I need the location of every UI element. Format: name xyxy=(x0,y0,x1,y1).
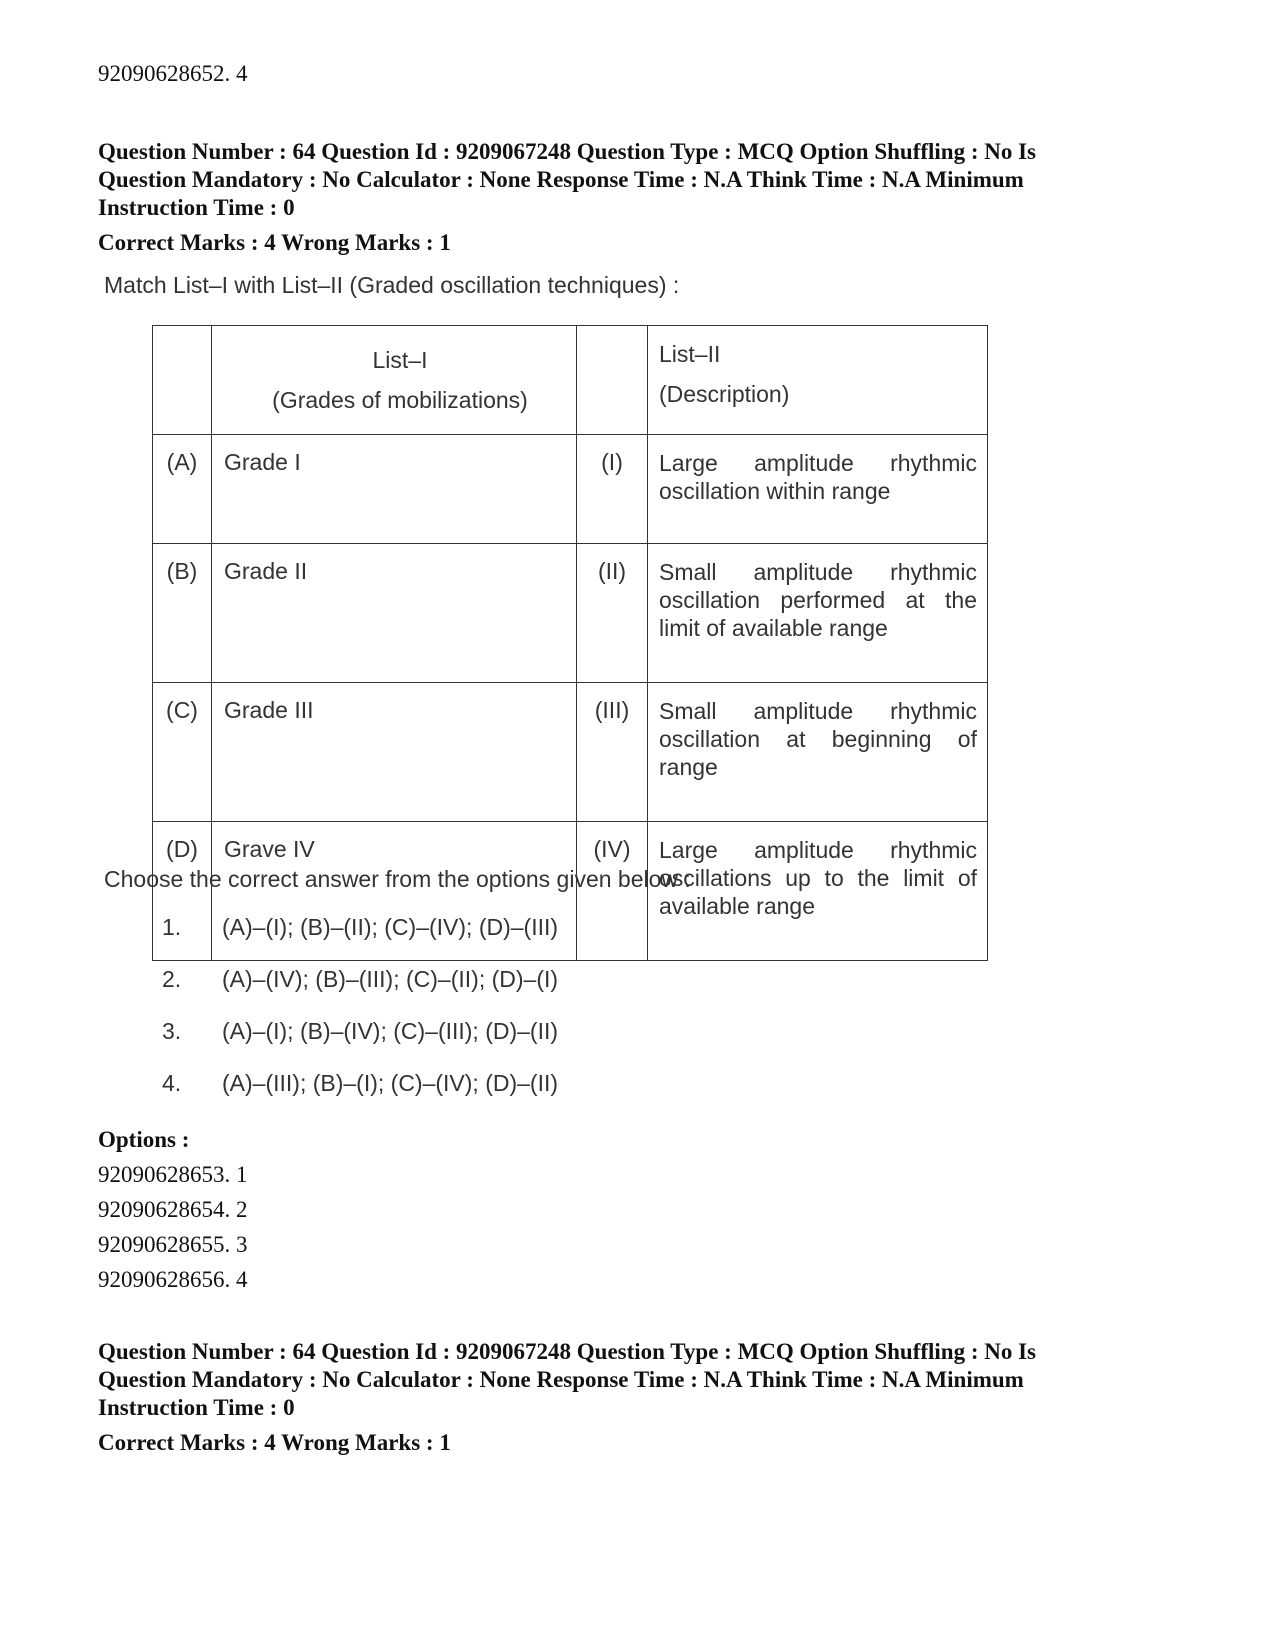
option-item: 92090628656. 4 xyxy=(98,1267,248,1292)
answer-number: 4. xyxy=(162,1070,182,1096)
question-header-line: Question Mandatory : No Calculator : None Response Time : N.A Think Time : N.A Minimum xyxy=(98,1367,1024,1392)
answer-item xyxy=(162,914,558,966)
question-header-line: Question Number : 64 Question Id : 9209067248 Question Type : MCQ Option Shuffling : No Is xyxy=(98,1339,1037,1364)
question-header-line: Instruction Time : 0 xyxy=(98,1395,295,1420)
answer-text: (A)–(IV); (B)–(III); (C)–(II); (D)–(I) xyxy=(222,966,559,992)
answer-item xyxy=(162,1070,558,1122)
option-item: 92090628654. 2 xyxy=(98,1197,248,1222)
row-description: Large amplitude rhythmic oscillations up to the limit of available range xyxy=(648,822,988,961)
row-letter: (D) xyxy=(153,822,212,961)
row-item: Grade I xyxy=(212,435,577,544)
option-item: 92090628655. 3 xyxy=(98,1232,248,1257)
question-intro: Match List–I with List–II (Graded oscillation techniques) : xyxy=(104,272,680,298)
row-description: Small amplitude rhythmic oscillation at beginning of range xyxy=(648,683,988,822)
option-item: 92090628653. 1 xyxy=(98,1162,248,1187)
previous-option-text: 92090628652. 4 xyxy=(98,61,248,86)
row-letter: (B) xyxy=(153,544,212,683)
row-roman: (II) xyxy=(577,544,648,683)
table-row xyxy=(153,435,988,544)
answer-number: 3. xyxy=(162,1018,182,1044)
answer-list xyxy=(162,914,558,1122)
row-roman: (IV) xyxy=(577,822,648,961)
row-item: Grade II xyxy=(212,544,577,683)
table-row xyxy=(153,544,988,683)
options-label: Options : xyxy=(98,1127,190,1152)
question-header-line: Question Number : 64 Question Id : 9209067248 Question Type : MCQ Option Shuffling : No Is xyxy=(98,139,1037,164)
list2-title: List–II xyxy=(659,341,721,367)
list2-header xyxy=(648,326,988,435)
question-header-line: Question Mandatory : No Calculator : None Response Time : N.A Think Time : N.A Minimum xyxy=(98,167,1024,192)
answer-text: (A)–(I); (B)–(II); (C)–(IV); (D)–(III) xyxy=(222,914,559,940)
answer-text: (A)–(III); (B)–(I); (C)–(IV); (D)–(II) xyxy=(222,1070,559,1096)
table-cell xyxy=(153,326,212,435)
table-row xyxy=(153,683,988,822)
question-header-line: Instruction Time : 0 xyxy=(98,195,295,220)
row-roman: (I) xyxy=(577,435,648,544)
row-item: Grade III xyxy=(212,683,577,822)
row-roman: (III) xyxy=(577,683,648,822)
answer-number: 1. xyxy=(162,914,182,940)
table-cell xyxy=(577,326,648,435)
next-question-marks: Correct Marks : 4 Wrong Marks : 1 xyxy=(98,1430,451,1455)
answer-item xyxy=(162,1018,558,1070)
row-item: Grave IV xyxy=(212,822,577,961)
answer-number: 2. xyxy=(162,966,182,992)
answer-item xyxy=(162,966,558,1018)
list1-header xyxy=(212,326,577,435)
row-letter: (A) xyxy=(153,435,212,544)
question-marks: Correct Marks : 4 Wrong Marks : 1 xyxy=(98,230,451,255)
question-header xyxy=(98,138,1198,222)
row-description: Large amplitude rhythmic oscillation within range xyxy=(648,435,988,544)
answer-text: (A)–(I); (B)–(IV); (C)–(III); (D)–(II) xyxy=(222,1018,559,1044)
table-header-row xyxy=(153,326,988,435)
list2-subtitle: (Description) xyxy=(659,381,790,407)
list1-title: List–I xyxy=(372,347,428,373)
list1-subtitle: (Grades of mobilizations) xyxy=(272,387,528,413)
choose-instruction: Choose the correct answer from the options given below : xyxy=(104,866,691,892)
row-description: Small amplitude rhythmic oscillation performed at the limit of available range xyxy=(648,544,988,683)
next-question-header xyxy=(98,1338,1198,1422)
row-letter: (C) xyxy=(153,683,212,822)
